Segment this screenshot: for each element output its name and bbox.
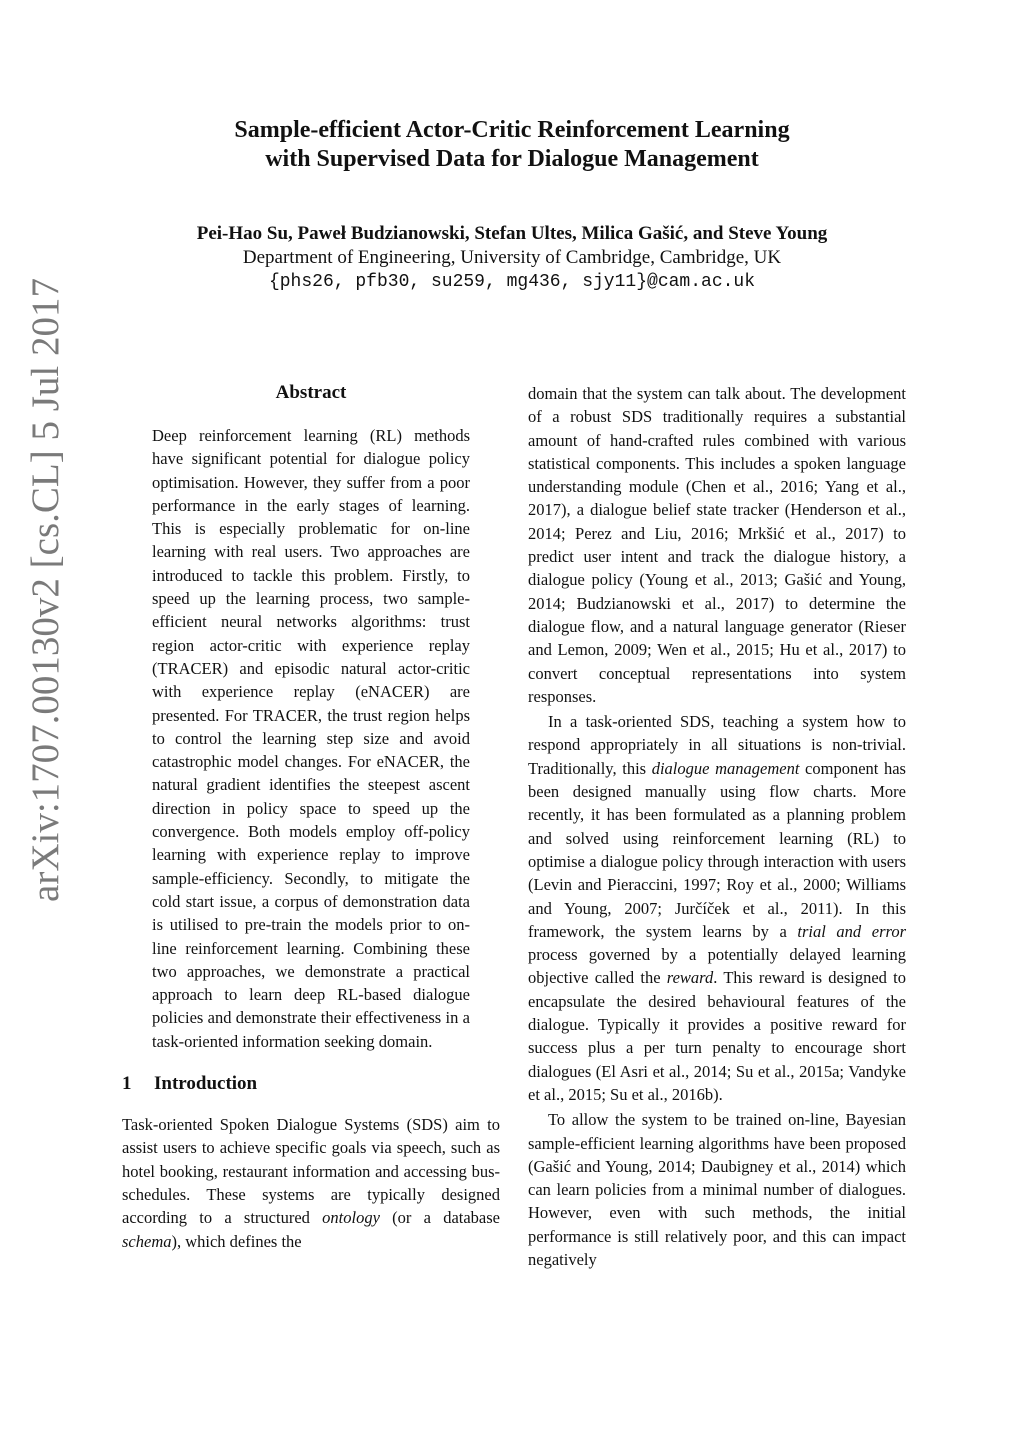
- abstract-text: Deep reinforcement learning (RL) methods have significant potential for dialogue policy optimisation. However, they suffer from a poor performance in the early stages of learning. This is especially problematic for on-line learning with real users. Two approaches are introduced to tackle this problem. Firstly, to speed up the learning process, two sample-efficient neural networks algorithms: trust region actor-critic with experience replay (TRACER) and episodic natural actor-critic with experience replay (eNACER) are presented. For TRACER, the trust region helps to control the learning step size and avoid catastrophic model changes. For eNACER, the natural gradient identifies the steepest ascent direction in policy space to speed up the convergence. Both models employ off-policy learning with experience replay to improve sample-efficiency. Secondly, to mitigate the cold start issue, a corpus of demonstration data is utilised to pre-train the models prior to on-line reinforcement learning. Combining these two approaches, we demonstrate a practical approach to learn deep RL-based dialogue policies and demonstrate their effectiveness in a task-oriented information seeking domain.: [152, 426, 470, 1051]
- intro-paragraph-1: Task-oriented Spoken Dialogue Systems (SDS) aim to assist users to achieve specific goals via speech, such as hotel booking, restaurant information and accessing bus-schedules. These systems are typically designed according to a structured ontology (or a database schema), which defines the: [122, 1115, 500, 1251]
- abstract-heading: Abstract: [275, 382, 347, 403]
- affiliation: Department of Engineering, University of Cambridge, Cambridge, UK: [242, 247, 782, 268]
- arxiv-identifier: arXiv:1707.00130v2 [cs.CL] 5 Jul 2017: [24, 278, 67, 902]
- term-schema: schema: [122, 1231, 172, 1251]
- intro-paragraph-2: In a task-oriented SDS, teaching a system how to respond appropriately in all situations is non-trivial. Traditionally, this dialogue management component has been designed manually using flow charts. More recently, it has been formulated as a planning problem and solved using reinforcement learning (RL) to optimise a dialogue policy through interaction with users (Levin and Pieraccini, 1997; Roy et al., 2000; Williams and Young, 2007; Jurčíček et al., 2011). In this framework, the system learns by a trial and error process governed by a potentially delayed learning objective called the reward. This reward is designed to encapsulate the desired behavioural features of the dialogue. Typically it provides a positive reward for success plus a per turn penalty to encourage short dialogues (El Asri et al., 2014; Su et al., 2015a; Vandyke et al., 2015; Su et al., 2016b).: [528, 712, 906, 1104]
- author-names: Pei-Hao Su, Paweł Budzianowski, Stefan Ultes, Milica Gašić, and Steve Young: [196, 223, 828, 244]
- intro-paragraph-3: To allow the system to be trained on-line, Bayesian sample-efficient learning algorithms have been proposed (Gašić and Young, 2014; Daubigney et al., 2014) which can learn policies from a minimal number of dialogues. However, even with such methods, the initial performance is still relatively poor, and this can impact negatively: [528, 1110, 906, 1269]
- title-line-2: with Supervised Data for Dialogue Management: [265, 146, 759, 172]
- author-emails: {phs26, pfb30, su259, mg436, sjy11}@cam.ac.uk: [268, 272, 756, 292]
- term-trial-and-error: trial and error: [797, 921, 906, 941]
- title-line-1: Sample-efficient Actor-Critic Reinforcement Learning: [234, 117, 790, 143]
- author-block: [0, 222, 1024, 294]
- section-title: Introduction: [154, 1073, 258, 1095]
- term-reward: reward: [666, 968, 714, 988]
- right-column: [528, 382, 906, 1271]
- paper-title: [0, 116, 1024, 174]
- left-column: [122, 378, 500, 1253]
- section-number: 1: [122, 1073, 132, 1095]
- section-heading-introduction: [122, 1071, 500, 1097]
- term-ontology: ontology: [322, 1208, 380, 1228]
- term-dialogue-management: dialogue management: [651, 758, 800, 778]
- intro-paragraph-1-continued: domain that the system can talk about. The development of a robust SDS traditionally requires a substantial amount of hand-crafted rules combined with various statistical components. This includes a spoken language understanding module (Chen et al., 2016; Yang et al., 2017), a dialogue belief state tracker (Henderson et al., 2014; Perez and Liu, 2016; Mrkšić et al., 2017) to predict user intent and track the dialogue history, a dialogue policy (Young et al., 2013; Gašić and Young, 2014; Budzianowski et al., 2017) to determine the dialogue flow, and a natural language generator (Rieser and Lemon, 2009; Wen et al., 2015; Hu et al., 2017) to convert conceptual representations into system responses.: [528, 384, 906, 706]
